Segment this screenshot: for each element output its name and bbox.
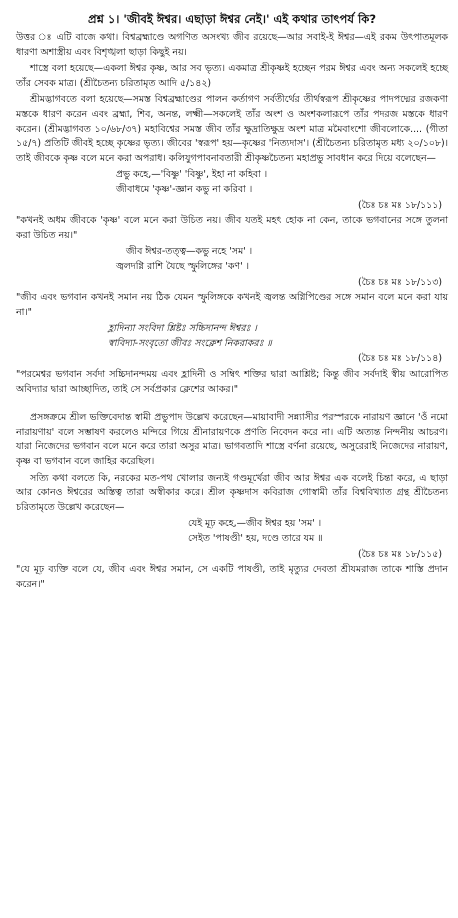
sanskrit-verse-line: হ্লাদিন্যা সংবিদা শ্লিষ্টঃ সচ্চিদানন্দ ঈশ্বরঃ । bbox=[108, 323, 257, 335]
verse-line: সেইত 'পাষণ্ডী' হয়, দণ্ডে তারে যম ॥ bbox=[188, 533, 323, 544]
prabhupada-paragraph: প্রসঙ্গক্রমে শ্রীল ভক্তিবেদান্ত স্বামী প্রভুপাদ উল্লেখ করেছেন—মায়াবাদী সন্ন্যাসীর পরস্পরকে নারায়ণ জ্ঞানে 'ওঁ নমো নারায়ণায়' বলে সম্ভাষণ করলেও মন্দিরে গিয়ে শ্রীনারায়ণকে প্রণতি নিবেদন করে না। এটি অত্যন্ত নিন্দনীয় আচরণ। যারা নিজেদের ভগবান বলে মনে করে তারা অসুর মাত্র। ভাগবতাদি শাস্ত্রে বর্ণনা রয়েছে, অসুরেরাই নিজেদের নারায়ণ, কৃষ্ণ বা ভগবান বলে জাহির করেছিল। bbox=[16, 412, 448, 468]
translation-paragraph: "কখনই অধম জীবকে 'কৃষ্ণ' বলে মনে করা উচিত নয়। জীব যতই মহৎ হোক না কেন, তাকে ভগবানের সঙ্গে তুলনা করা উচিত নয়।" bbox=[16, 215, 448, 241]
verse-reference: (চৈঃ চঃ মঃ ১৮/১১৩) bbox=[358, 276, 442, 288]
verse-reference: (চৈঃ চঃ মঃ ১৮/১১৪) bbox=[358, 353, 442, 365]
verse-line: জীবাধমে 'কৃষ্ণ'-জ্ঞান কভু না করিবা । bbox=[116, 183, 253, 195]
sanskrit-verse-line: স্বাবিদ্যা-সংবৃতো জীবঃ সংক্লেশ নিকরাকরঃ ॥ bbox=[108, 337, 272, 349]
verse-line: জীব ঈশ্বর-তত্ত্ব—কভু নহে 'সম' । bbox=[126, 246, 253, 258]
conclusion-paragraph: সত্যি কথা বলতে কি, নরকের মত-পথ খোলার জন্যই গণ্ডমূর্খেরা জীব আর ঈশ্বর এক বলেই চিন্তা করে, এ ছাড়া আর কোনও ঈশ্বরের অস্তিত্ব তারা অস্বীকার করে। শ্রীল কৃষ্ণদাস কবিরাজ গোস্বামী তাঁর বিশ্ববিখ্যাত গ্রন্থ শ্রীচৈতন্য চরিতামৃতে উল্লেখ করেছেন— bbox=[16, 472, 448, 513]
verse-reference: (চৈঃ চঃ মঃ ১৮/১১১) bbox=[358, 199, 442, 211]
question-heading: প্রশ্ন ১। 'জীবই ঈশ্বর। এছাড়া ঈশ্বর নেই।' এই কথার তাৎপর্য কি? bbox=[88, 12, 376, 26]
verse-line: প্রভু কহে,—'বিষ্ণু' 'বিষ্ণু', ইহা না কহিবা । bbox=[116, 169, 268, 181]
bhagavatam-paragraph: শ্রীমদ্ভাগবতে বলা হয়েছে—সমস্ত বিশ্বব্রহ্মাণ্ডের পালন কর্তাগণ সর্বতীর্থের তীর্থস্বরূপ শ্রীকৃষ্ণের পাদপদ্মের রজকণা মস্তকে ধারণ করেন এবং ব্রহ্মা, শিব, অনন্ত, লক্ষ্মী—সকলেই তাঁর অংশ ও অংশকলারূপে তাঁর পদরজ মস্তকে ধারণ করেন। (শ্রীমদ্ভাগবত ১০/৬৮/৩৭) মহাবিশ্বের সমস্ত জীব তাঁর ক্ষুদ্রাতিক্ষুদ্র অংশ মাত্র মমৈবাংশো জীবলোকে.... (গীতা ১৫/৭) প্রতিটি জীবই হচ্ছে কৃষ্ণের ভৃত্য। জীবের 'স্বরূপ' হয়—কৃষ্ণের 'নিত্যদাস'। (শ্রীচৈতন্য চরিতামৃত মধ্য ২০/১০৮)। তাই জীবকে কৃষ্ণ বলে মনে করা অপরাধ। কলিযুগপাবনাবতারী শ্রীকৃষ্ণচৈতন্য মহাপ্রভু সাবধান করে দিয়ে বলেছেন— bbox=[16, 94, 448, 164]
translation-paragraph: "পরমেশ্বর ভগবান সর্বদা সচ্চিদানন্দময় এবং হ্লাদিনী ও সম্বিৎ শক্তির দ্বারা আশ্লিষ্ট; কিন্তু জীব সর্বদাই স্বীয় আরোপিত অবিদ্যার দ্বারা আচ্ছাদিত, তাই সে সর্বপ্রকার ক্লেশের আকর।" bbox=[16, 369, 448, 395]
verse-line: জ্বলদগ্নি রাশি যৈছে স্ফুলিঙ্গের 'কণ' । bbox=[116, 260, 249, 272]
verse-line: যেই মূঢ় কহে,—জীব ঈশ্বর হয় 'সম' । bbox=[188, 518, 322, 530]
scripture-paragraph: শাস্ত্রে বলা হয়েছে—একলা ঈশ্বর কৃষ্ণ, আর সব ভৃত্য। একমাত্র শ্রীকৃষ্ণই হচ্ছেন পরম ঈশ্বর এবং অন্য সকলেই হচ্ছে তাঁর সেবক মাত্র। (শ্রীচৈতন্য চরিতামৃত আদি ৫/১৪২) bbox=[16, 63, 448, 89]
translation-paragraph: "জীব এবং ভগবান কখনই সমান নয় ঠিক যেমন স্ফুলিঙ্গকে কখনই জ্বলন্ত অগ্নিপিণ্ডের সঙ্গে সমান বলে মনে করা যায় না।" bbox=[16, 292, 448, 318]
translation-paragraph: "যে মূঢ় ব্যক্তি বলে যে, জীব এবং ঈশ্বর সমান, সে একটি পাষণ্ডী, তাই মৃত্যুর দেবতা শ্রীযমরাজ তাকে শাস্তি প্রদান করেন।" bbox=[16, 564, 448, 590]
answer-paragraph: উত্তর ঃ এটি বাজে কথা। বিশ্বব্রহ্মাণ্ডে অগণিত অসংখ্য জীব রয়েছে—আর সবাই-ই ঈশ্বর—এই রকম উৎপাতমূলক ধারণা অশাস্ত্রীয় এবং বিশৃঙ্খলা ছাড়া কিছুই নয়। bbox=[16, 32, 448, 58]
section-gap bbox=[16, 399, 448, 411]
verse-reference: (চৈঃ চঃ মঃ ১৮/১১৫) bbox=[358, 548, 442, 560]
